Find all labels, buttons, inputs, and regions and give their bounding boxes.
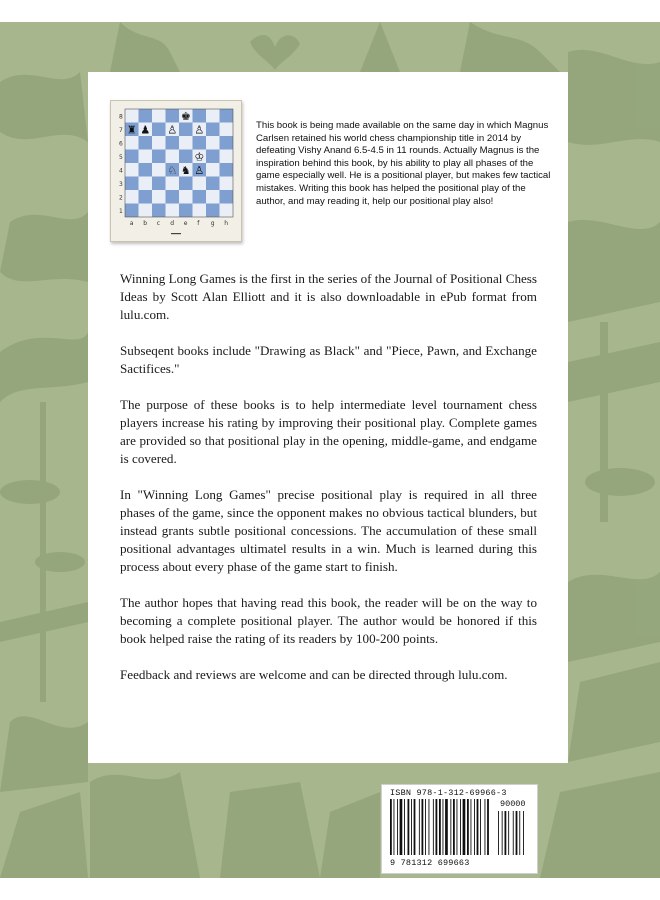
board-square: [193, 136, 207, 150]
rank-label: 5: [119, 153, 123, 161]
barcode-addon-bar: [498, 811, 499, 855]
barcode-bar: [480, 799, 481, 855]
barcode-bar: [400, 799, 403, 855]
chess-piece: ♙: [194, 163, 205, 177]
chess-piece: ♔: [194, 150, 205, 164]
chess-diagram: [110, 100, 242, 242]
barcode-bar: [433, 799, 434, 855]
barcode-addon-bar: [519, 811, 520, 855]
barcode-bar: [471, 799, 472, 855]
rank-label: 7: [119, 126, 123, 134]
board-square: [220, 150, 234, 164]
board-square: [166, 150, 180, 164]
board-square: [166, 136, 180, 150]
barcode-bar: [487, 799, 489, 855]
barcode-bar: [394, 799, 395, 855]
board-square: [139, 150, 153, 164]
board-square: [125, 190, 139, 204]
board-square: [179, 136, 193, 150]
chess-board: [111, 101, 241, 241]
chess-piece: ♟: [140, 123, 151, 137]
board-square: [220, 136, 234, 150]
file-label: a: [129, 220, 134, 227]
barcode-bar: [457, 799, 458, 855]
board-square: [206, 190, 220, 204]
file-label: f: [197, 220, 200, 227]
barcode-bar: [397, 799, 398, 855]
barcode-addon-bar: [508, 811, 509, 855]
barcode-bar: [453, 799, 455, 855]
board-square: [152, 150, 166, 164]
paragraph-series: Winning Long Games is the first in the series of the Journal of Positional Chess Ideas by Scott Alan Elliott and it is also downloadable in ePub format from lulu.com.: [120, 271, 537, 322]
board-square: [152, 123, 166, 137]
board-square: [125, 177, 139, 191]
file-label: e: [183, 220, 188, 227]
board-square: [206, 204, 220, 218]
board-square: [193, 177, 207, 191]
chess-piece: ♚: [180, 109, 191, 123]
board-square: [139, 177, 153, 191]
board-square: [206, 123, 220, 137]
board-square: [152, 204, 166, 218]
board-square: [179, 190, 193, 204]
rank-label: 8: [119, 113, 123, 121]
barcode-bar: [419, 799, 420, 855]
barcode-bar: [460, 799, 461, 855]
file-label: b: [143, 220, 148, 227]
board-square: [166, 177, 180, 191]
isbn-label: ISBN 978-1-312-69966-3: [390, 788, 507, 798]
board-square: [179, 150, 193, 164]
barcode-bar: [436, 799, 438, 855]
board-square: [152, 163, 166, 177]
chess-piece: ♜: [126, 123, 137, 137]
board-square: [139, 136, 153, 150]
board-square: [220, 123, 234, 137]
board-square: [139, 190, 153, 204]
board-square: [152, 136, 166, 150]
board-square: [193, 190, 207, 204]
barcode-bar: [450, 799, 451, 855]
barcode-bar: [463, 799, 466, 855]
file-label: g: [210, 220, 215, 227]
board-square: [206, 136, 220, 150]
chess-piece: ♙: [194, 123, 205, 137]
board-square: [166, 204, 180, 218]
barcode-bar: [422, 799, 424, 855]
barcode-bar: [414, 799, 416, 855]
barcode-bar: [425, 799, 426, 855]
description: [120, 270, 537, 702]
board-square: [125, 150, 139, 164]
paragraph-purpose: The purpose of these books is to help intermediate level tournament chess players increase his rating by improving their positional play. Complete games are provided so that positional play in the opening, middle-game, and endgame is covered.: [120, 397, 537, 466]
barcode-bar: [445, 799, 448, 855]
chess-piece: ♙: [167, 123, 178, 137]
file-label: c: [156, 220, 161, 227]
barcode-bar: [485, 799, 486, 855]
chess-piece: ♞: [180, 163, 191, 177]
file-label: d: [170, 220, 175, 227]
barcode-bar: [477, 799, 479, 855]
back-cover: [0, 22, 660, 878]
board-square: [139, 204, 153, 218]
chess-piece: ♘: [167, 163, 178, 177]
barcode-addon-bar: [505, 811, 507, 855]
barcode-bar: [411, 799, 412, 855]
diagram-marker: [171, 233, 181, 234]
paragraph-author-hopes: The author hopes that having read this book, the reader will be on the way to becoming a complete positional player. The author would be honored if this book helped raise the rating of its readers by 100-200 points.: [120, 595, 537, 646]
isbn-barcode: [381, 784, 538, 874]
diagram-caption: This book is being made available on the same day in which Magnus Carlsen retained his world chess championship title in 2014 by defeating Vishy Anand 6.5-4.5 in 11 rounds. Actually Magnus is the inspiration behind this book, by his ability to play all phases of the game especially well. He is a positional player, but makes few tactical mistakes. Writing this book has helped the positional play of the author, and may reading it, help our positional play also!: [256, 120, 551, 207]
board-square: [152, 109, 166, 123]
board-square: [220, 190, 234, 204]
rank-label: 1: [119, 207, 123, 215]
barcode-bar: [443, 799, 444, 855]
board-square: [125, 163, 139, 177]
board-square: [206, 109, 220, 123]
board-square: [220, 163, 234, 177]
board-square: [125, 109, 139, 123]
board-square: [193, 109, 207, 123]
barcode-bar: [408, 799, 410, 855]
text-panel: [88, 72, 568, 763]
ean-digits: 9 781312 699663: [390, 858, 470, 868]
barcode-addon-bar: [513, 811, 514, 855]
paragraph-winning-long-games: In "Winning Long Games" precise positional play is required in all three phases of the game, since the opponent makes no obvious tactical blunders, but instead grants subtle positional concessions. The accumulation of these small positional advantages ultimatel results in a win. Much is learned during this process about every phase of the game start to finish.: [120, 487, 537, 574]
barcode-bar: [429, 799, 430, 855]
rank-label: 2: [119, 194, 123, 202]
barcode-bar: [467, 799, 469, 855]
board-square: [139, 163, 153, 177]
file-label: h: [224, 220, 229, 227]
board-square: [206, 163, 220, 177]
barcode-bar: [390, 799, 392, 855]
board-square: [206, 177, 220, 191]
board-square: [166, 109, 180, 123]
board-square: [139, 109, 153, 123]
rank-label: 6: [119, 140, 123, 148]
barcode-bar: [474, 799, 475, 855]
board-square: [179, 177, 193, 191]
barcode-addon-bar: [523, 811, 524, 855]
barcode-bar: [439, 799, 441, 855]
board-square: [125, 136, 139, 150]
board-square: [166, 190, 180, 204]
board-square: [125, 204, 139, 218]
barcode-addon-bar: [502, 811, 503, 855]
price-code: 90000: [500, 799, 526, 809]
board-square: [220, 204, 234, 218]
barcode-bar: [404, 799, 405, 855]
board-square: [152, 177, 166, 191]
board-square: [206, 150, 220, 164]
board-square: [179, 123, 193, 137]
paragraph-subsequent-books: Subseqent books include "Drawing as Black" and "Piece, Pawn, and Exchange Sactifices.": [120, 343, 537, 376]
board-square: [179, 204, 193, 218]
board-square: [152, 190, 166, 204]
board-square: [193, 204, 207, 218]
rank-label: 3: [119, 180, 123, 188]
barcode-addon-bar: [516, 811, 518, 855]
paragraph-feedback: Feedback and reviews are welcome and can be directed through lulu.com.: [120, 667, 508, 682]
rank-label: 4: [119, 167, 123, 175]
board-square: [220, 177, 234, 191]
board-square: [220, 109, 234, 123]
